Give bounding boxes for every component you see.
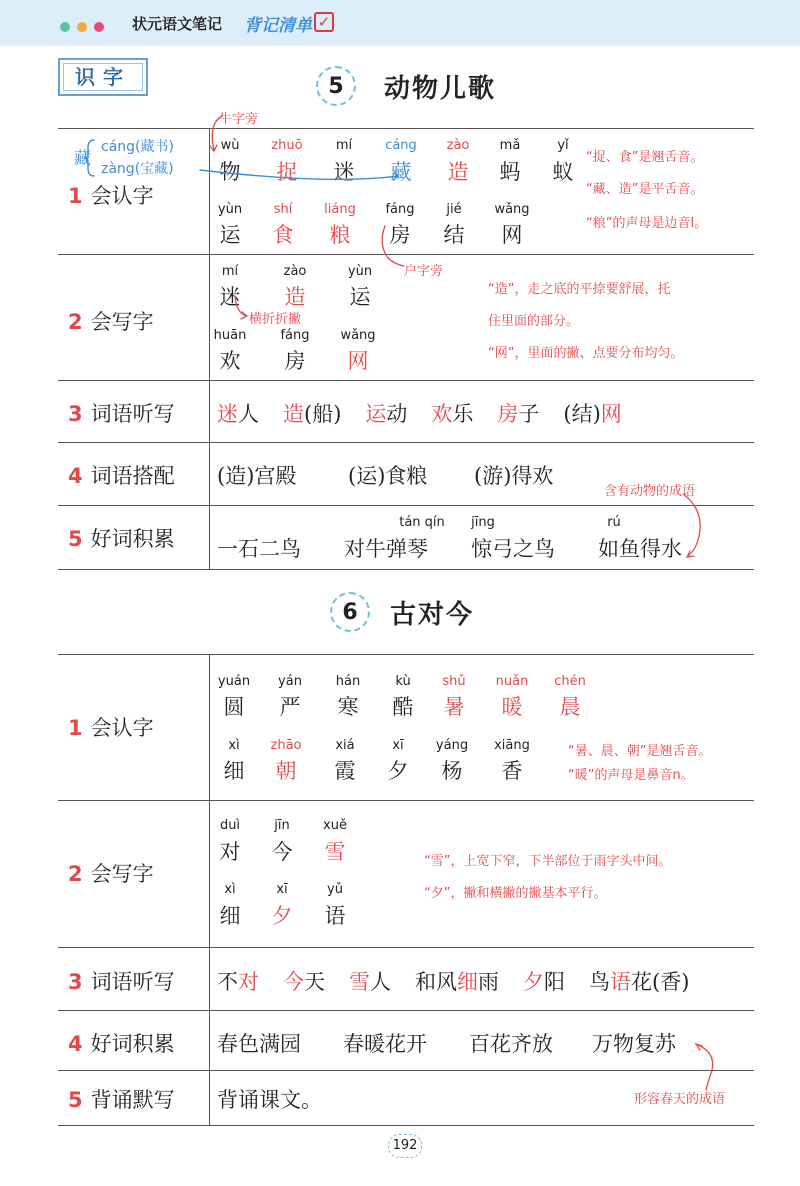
dot-pink xyxy=(94,22,104,32)
pinyin: tán qín xyxy=(399,515,445,530)
note-line: “暑、晨、朝”是翘舌音。 xyxy=(568,744,712,759)
character: 运 xyxy=(349,285,371,309)
row-label: 2 会写字 xyxy=(68,310,154,334)
header-dots xyxy=(60,17,111,36)
character: 香 xyxy=(501,759,523,783)
character: 迷 xyxy=(333,160,355,184)
cang-reading-b: zàng(宝藏) xyxy=(101,161,174,177)
character: 暑 xyxy=(443,695,465,719)
note-line: “粮”的声母是边音l。 xyxy=(586,216,708,231)
pinyin: zào xyxy=(283,264,307,279)
character: 对 xyxy=(219,840,241,864)
pinyin: xī xyxy=(276,882,288,897)
rule xyxy=(58,1070,754,1071)
rule xyxy=(58,380,754,381)
pinyin: fáng xyxy=(280,328,310,343)
character: 语 xyxy=(324,904,346,928)
character: 严 xyxy=(279,695,301,719)
character: 夕 xyxy=(387,759,409,783)
row-label: 2 会写字 xyxy=(68,862,154,886)
idiom: 百花齐放 xyxy=(469,1032,553,1056)
annotation-animal-idioms: 含有动物的成语 xyxy=(604,484,696,499)
annotation-stroke: 横折折撇 xyxy=(249,312,302,327)
page-number: 192 xyxy=(388,1134,422,1158)
rule xyxy=(58,1010,754,1011)
idiom: 对牛弹琴 xyxy=(344,537,428,561)
pinyin: yáng xyxy=(435,738,469,753)
character: 杨 xyxy=(441,759,463,783)
rule xyxy=(58,254,754,255)
pinyin: yǔ xyxy=(327,882,343,897)
idiom: 春色满园 xyxy=(217,1032,301,1056)
rule xyxy=(58,800,754,801)
pinyin: mǎ xyxy=(499,138,521,153)
pinyin: xì xyxy=(224,882,236,897)
lesson-5-heading xyxy=(316,66,496,106)
idiom: 万物复苏 xyxy=(592,1032,676,1056)
character: 藏 xyxy=(390,160,412,184)
lesson-number: 6 xyxy=(330,592,370,632)
pinyin: chén xyxy=(554,674,586,689)
collocation-item: (游)得欢 xyxy=(474,464,554,488)
character: 造 xyxy=(284,285,306,309)
note-line: “雪”，上宽下窄，下半部位于雨字头中间。 xyxy=(424,854,672,869)
pinyin: xuě xyxy=(323,818,347,833)
character: 夕 xyxy=(271,904,293,928)
rule xyxy=(58,505,754,506)
character: 细 xyxy=(219,904,241,928)
row-label: 3 词语听写 xyxy=(68,970,175,994)
pinyin: nuǎn xyxy=(495,674,529,689)
lesson-number: 5 xyxy=(316,66,356,106)
idiom: 春暖花开 xyxy=(343,1032,427,1056)
pinyin: yùn xyxy=(347,264,373,279)
pinyin: shí xyxy=(273,202,293,217)
character: 房 xyxy=(389,223,411,247)
character: 霞 xyxy=(334,759,356,783)
character: 晨 xyxy=(559,695,581,719)
row-label: 4 词语搭配 xyxy=(68,464,175,488)
row-label: 5 好词积累 xyxy=(68,527,175,551)
row-label: 1 会认字 xyxy=(68,716,154,740)
pinyin: yùn xyxy=(217,202,243,217)
note-line: “藏、造”是平舌音。 xyxy=(586,182,704,197)
rule xyxy=(58,947,754,948)
rule xyxy=(58,654,754,655)
pinyin: jīn xyxy=(274,818,290,833)
dot-orange xyxy=(77,22,87,32)
character: 欢 xyxy=(219,349,241,373)
collocation-item: (运)食粮 xyxy=(348,464,428,488)
collocation-item: (造)宫殿 xyxy=(217,464,297,488)
section-subtitle: 背记清单 xyxy=(244,16,312,36)
pinyin: yuán xyxy=(217,674,251,689)
note-line: 住里面的部分。 xyxy=(488,314,580,329)
dictation-words: 迷人 造(船) 运动 欢乐 房子 (结)网 xyxy=(217,402,622,426)
character: 暖 xyxy=(501,695,523,719)
row-label: 1 会认字 xyxy=(68,184,154,208)
pinyin: fáng xyxy=(385,202,415,217)
dictation-words: 不对 今天 雪人 和风细雨 夕阳 鸟语花(香) xyxy=(217,970,690,994)
pinyin: mí xyxy=(221,264,239,279)
rule xyxy=(58,442,754,443)
pinyin: wù xyxy=(220,138,240,153)
character: 结 xyxy=(443,223,465,247)
pinyin: zhāo xyxy=(270,738,302,753)
annotation-niu: 牛字旁 xyxy=(219,112,259,127)
pinyin: yǐ xyxy=(557,138,569,153)
character: 寒 xyxy=(337,695,359,719)
pinyin: cáng xyxy=(385,138,417,153)
recite-text: 背诵课文。 xyxy=(217,1088,322,1112)
pinyin: xì xyxy=(228,738,240,753)
check-icon: ✓ xyxy=(314,12,334,32)
pinyin: huān xyxy=(213,328,247,343)
note-line: “夕”，撇和横撇的撇基本平行。 xyxy=(424,886,607,901)
pinyin: wǎng xyxy=(494,202,530,217)
character: 今 xyxy=(271,840,293,864)
note-line: “捉、食”是翘舌音。 xyxy=(586,150,704,165)
character: 雪 xyxy=(324,840,346,864)
character: 物 xyxy=(219,160,241,184)
character: 酷 xyxy=(392,695,414,719)
unit-tag: 识字 xyxy=(58,58,148,96)
running-header xyxy=(0,0,800,46)
note-line: “造”，走之底的平捺要舒展，托 xyxy=(488,282,671,297)
pinyin: zhuō xyxy=(271,138,303,153)
pinyin: shǔ xyxy=(442,674,466,689)
character: 网 xyxy=(347,349,369,373)
idiom: 一石二鸟 xyxy=(217,537,301,561)
note-line: “暖”的声母是鼻音n。 xyxy=(568,768,694,783)
character: 朝 xyxy=(275,759,297,783)
dot-green xyxy=(60,22,70,32)
idiom: 如鱼得水 xyxy=(598,537,682,561)
character: 食 xyxy=(272,223,294,247)
pinyin: wǎng xyxy=(340,328,376,343)
pinyin: hán xyxy=(335,674,361,689)
pinyin: liáng xyxy=(324,202,356,217)
lesson-6-heading xyxy=(330,592,474,632)
pinyin: jié xyxy=(446,202,462,217)
lesson-title: 古对今 xyxy=(390,599,475,630)
pinyin: xiāng xyxy=(494,738,530,753)
character: 粮 xyxy=(329,223,351,247)
brand-title: 状元语文笔记 xyxy=(132,15,223,33)
annotation-hu: 户字旁 xyxy=(404,264,444,279)
character: 蚂 xyxy=(499,160,521,184)
rule xyxy=(58,569,754,570)
character: 网 xyxy=(501,223,523,247)
rule xyxy=(58,1125,754,1126)
row-label: 4 好词积累 xyxy=(68,1032,175,1056)
character: 造 xyxy=(447,160,469,184)
pinyin: xī xyxy=(392,738,404,753)
cang-char: 藏 xyxy=(74,149,91,169)
pinyin: kù xyxy=(395,674,411,689)
character: 房 xyxy=(284,349,306,373)
idiom: 惊弓之鸟 xyxy=(471,537,555,561)
rule xyxy=(58,128,754,129)
pinyin: rú xyxy=(607,515,621,530)
pinyin: zào xyxy=(446,138,470,153)
character: 圆 xyxy=(223,695,245,719)
row-label: 5 背诵默写 xyxy=(68,1088,175,1112)
pinyin: xiá xyxy=(335,738,355,753)
character: 捉 xyxy=(276,160,298,184)
pinyin: jīng xyxy=(471,515,495,530)
cang-reading-a: cáng(藏书) xyxy=(101,139,174,155)
character: 运 xyxy=(219,223,241,247)
pinyin: duì xyxy=(219,818,241,833)
annotation-spring-idioms: 形容春天的成语 xyxy=(634,1092,726,1107)
pinyin: mí xyxy=(335,138,353,153)
row-label: 3 词语听写 xyxy=(68,402,175,426)
lesson-title: 动物儿歌 xyxy=(384,73,497,104)
pinyin: yán xyxy=(278,674,302,689)
note-line: “网”，里面的撇、点要分布均匀。 xyxy=(488,346,684,361)
character: 迷 xyxy=(219,285,241,309)
character: 蚁 xyxy=(552,160,574,184)
character: 细 xyxy=(223,759,245,783)
